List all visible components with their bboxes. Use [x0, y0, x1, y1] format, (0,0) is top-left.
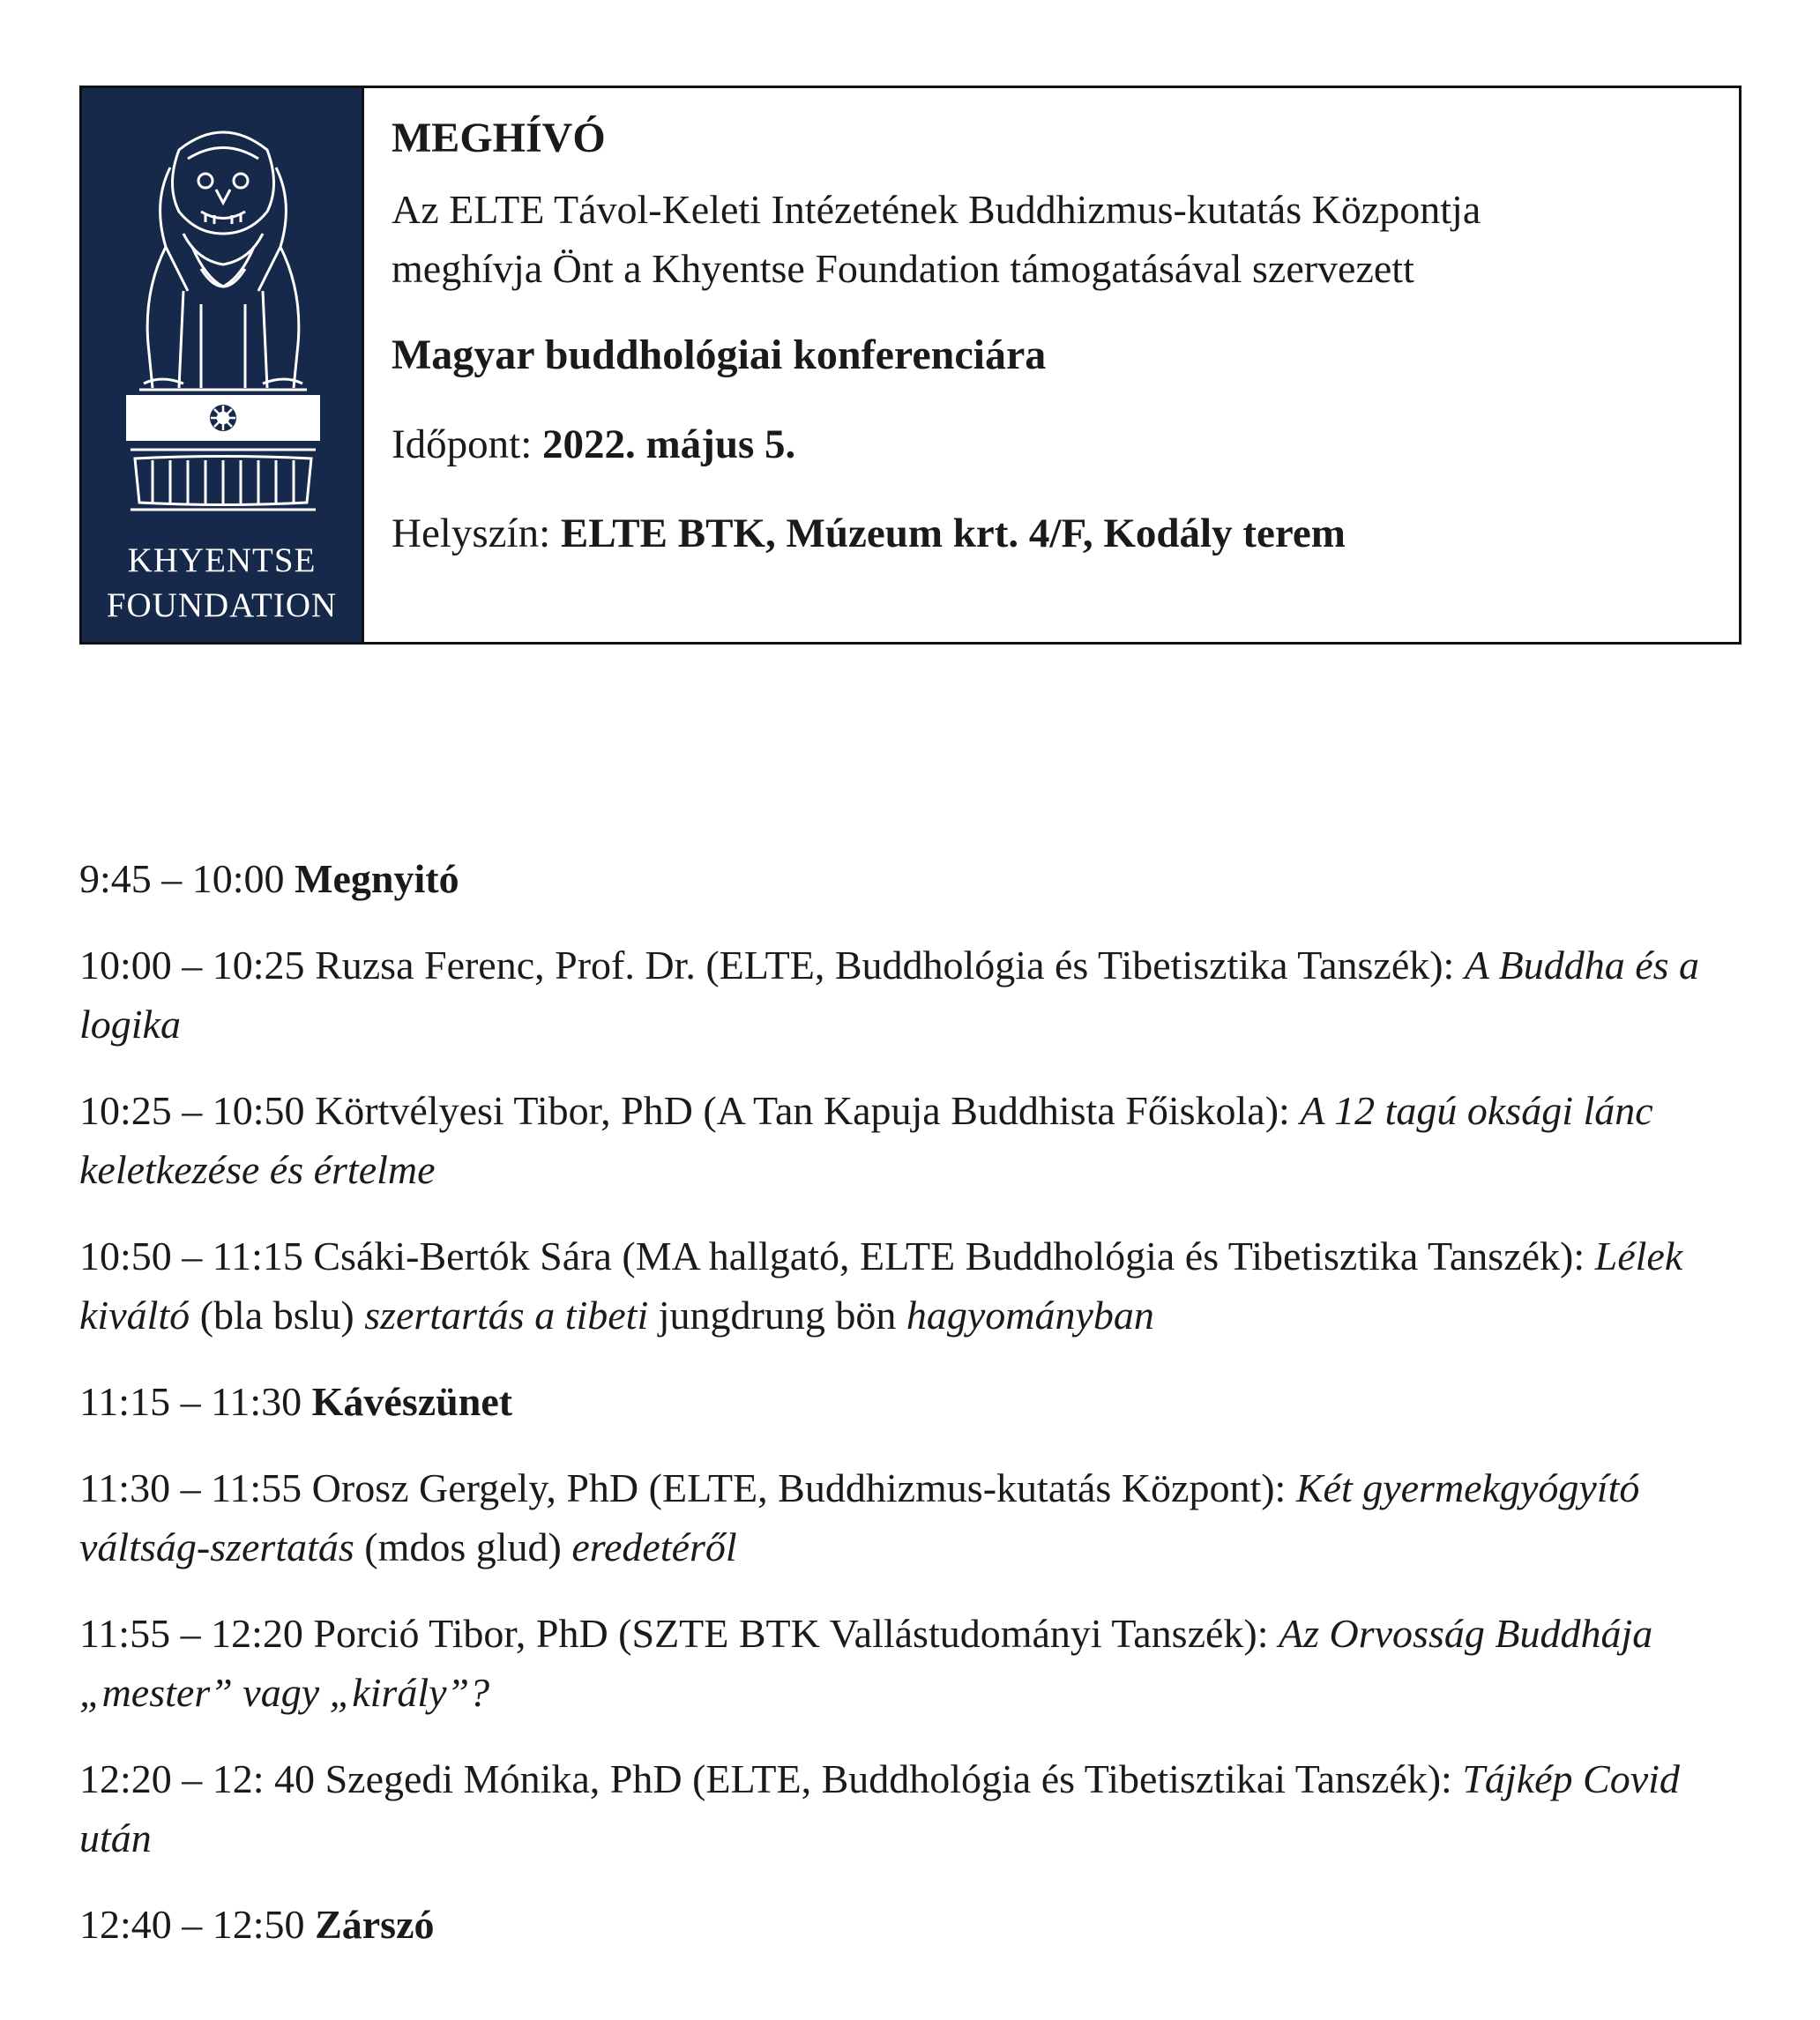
schedule-time: 11:55 – 12:20 — [79, 1611, 314, 1656]
schedule-topic: szertartás a tibeti — [364, 1293, 649, 1338]
schedule-speaker: Porció Tibor, PhD (SZTE BTK Vallástudományi Tanszék): — [313, 1611, 1279, 1656]
schedule-time: 12:40 – 12:50 — [79, 1902, 316, 1947]
invitation-title: MEGHÍVÓ — [392, 115, 606, 161]
schedule-time: 10:00 – 10:25 — [79, 943, 316, 988]
schedule-topic-plain: (bla bslu) — [190, 1293, 365, 1338]
schedule-time: 10:25 – 10:50 — [79, 1088, 316, 1133]
date-value: 2022. május 5. — [542, 421, 796, 468]
schedule-speaker: Szegedi Mónika, PhD (ELTE, Buddhológia és Tibetisztikai Tanszék): — [324, 1756, 1463, 1801]
logo-text-khyentse: KHYENTSE — [127, 541, 317, 579]
schedule-time: 11:15 – 11:30 — [79, 1379, 312, 1424]
intro-line-2: meghívja Önt a Khyentse Foundation támogatásával szervezett — [392, 245, 1414, 291]
schedule-speaker: Csáki-Bertók Sára (MA hallgató, ELTE Buddhológia és Tibetisztika Tanszék): — [313, 1234, 1595, 1278]
program-schedule — [79, 849, 1755, 1981]
invitation-header — [79, 86, 1742, 645]
logo-text-foundation: FOUNDATION — [106, 586, 338, 624]
schedule-item — [79, 1226, 1755, 1345]
schedule-item — [79, 935, 1755, 1054]
schedule-topic-plain: (mdos glud) — [354, 1524, 572, 1569]
schedule-topic: Lélek kiváltó — [79, 1234, 1683, 1338]
venue-label: Helyszín: — [392, 511, 561, 557]
schedule-topic: eredetéről — [571, 1524, 737, 1569]
schedule-speaker: Ruzsa Ferenc, Prof. Dr. (ELTE, Buddhológia és Tibetisztika Tanszék): — [315, 943, 1465, 988]
schedule-time: 10:50 – 11:15 — [79, 1234, 314, 1278]
schedule-topic: A Buddha és a logika — [79, 943, 1700, 1047]
conference-name: Magyar buddhológiai konferenciára — [392, 331, 1047, 378]
schedule-speaker: Orosz Gergely, PhD (ELTE, Buddhizmus-kutatás Központ): — [311, 1465, 1296, 1510]
schedule-title: Megnyitó — [295, 856, 459, 901]
event-date — [392, 414, 1739, 474]
schedule-item — [79, 1604, 1755, 1722]
schedule-item — [79, 1458, 1755, 1576]
schedule-title: Kávészünet — [311, 1379, 513, 1424]
schedule-item — [79, 1749, 1755, 1867]
invitation-intro — [392, 180, 1739, 298]
schedule-topic: Két gyermekgyógyító váltság-szertatás — [79, 1465, 1640, 1569]
schedule-topic: hagyományban — [906, 1293, 1154, 1338]
schedule-title: Zárszó — [315, 1902, 435, 1947]
venue-value: ELTE BTK, Múzeum krt. 4/F, Kodály terem — [560, 511, 1346, 557]
schedule-item — [79, 1895, 1755, 1954]
schedule-time: 12:20 – 12: 40 — [79, 1756, 325, 1801]
invitation-details — [364, 88, 1739, 642]
schedule-item — [79, 849, 1755, 908]
schedule-topic: Az Orvosság Buddhája „mester” vagy „király”? — [79, 1611, 1653, 1715]
schedule-topic: Tájkép Covid után — [79, 1756, 1680, 1860]
date-label: Időpont: — [392, 421, 543, 468]
intro-line-1: Az ELTE Távol-Keleti Intézetének Buddhizmus-kutatás Központja — [392, 186, 1481, 232]
event-venue — [392, 503, 1739, 563]
schedule-topic-plain: jungdrung bön — [648, 1293, 906, 1338]
schedule-time: 11:30 – 11:55 — [79, 1465, 312, 1510]
schedule-item — [79, 1081, 1755, 1199]
khyentse-foundation-logo — [82, 88, 364, 642]
lion-statue-icon — [117, 115, 329, 595]
schedule-time: 9:45 – 10:00 — [79, 856, 295, 901]
schedule-topic: A 12 tagú oksági lánc keletkezése és értelme — [79, 1088, 1653, 1192]
schedule-item — [79, 1372, 1755, 1431]
schedule-speaker: Körtvélyesi Tibor, PhD (A Tan Kapuja Buddhista Főiskola): — [315, 1088, 1301, 1133]
